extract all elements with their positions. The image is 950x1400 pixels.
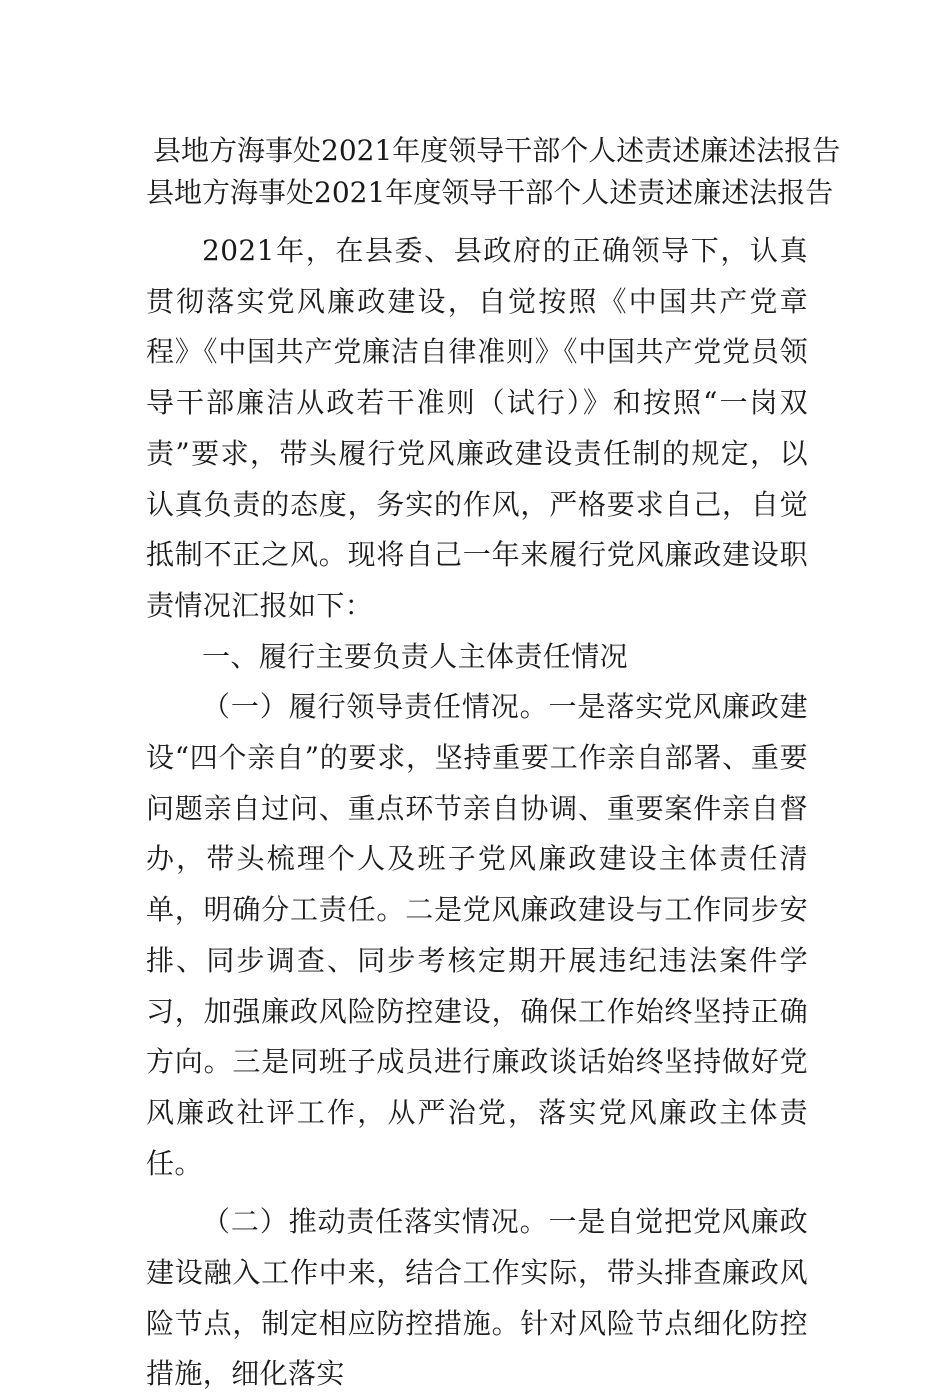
section-heading-1: 一、履行主要负责人主体责任情况 xyxy=(202,639,629,673)
title-block xyxy=(0,130,950,214)
document-title-line-1: 县地方海事处2021年度领导干部个人述责述廉述法报告 xyxy=(153,134,841,167)
document-body xyxy=(146,226,808,1400)
paragraph-intro: 2021年，在县委、县政府的正确领导下，认真贯彻落实党风廉政建设，自觉按照《中国共产党章程》《中国共产党廉洁自律准则》《中国共产党党员领导干部廉洁从政若干准则（试行）》和按照“一岗双责”要求，带头履行党风廉政建设责任制的规定，以认真负责的态度，务实的作风，严格要求自己，自觉抵制不正之风。现将自己一年来履行党风廉政建设职责情况汇报如下： xyxy=(146,234,808,622)
paragraph-leadership-responsibility: （一）履行领导责任情况。一是落实党风廉政建设“四个亲自”的要求，坚持重要工作亲自部署、重要问题亲自过问、重点环节亲自协调、重要案件亲自督办，带头梳理个人及班子党风廉政建设主体责任清单，明确分工责任。二是党风廉政建设与工作同步安排、同步调查、同步考核定期开展违纪违法案件学习，加强廉政风险防控建设，确保工作始终坚持正确方向。三是同班子成员进行廉政谈话始终坚持做好党风廉政社评工作，从严治党，落实党风廉政主体责任。 xyxy=(146,690,808,1180)
paragraph-responsibility-implementation: （二）推动责任落实情况。一是自觉把党风廉政建设融入工作中来，结合工作实际，带头排查廉政风险节点，制定相应防控措施。针对风险节点细化防控措施，细化落实 xyxy=(146,1205,808,1391)
document-title-line-2: 县地方海事处2021年度领导干部个人述责述廉述法报告 xyxy=(146,176,834,209)
